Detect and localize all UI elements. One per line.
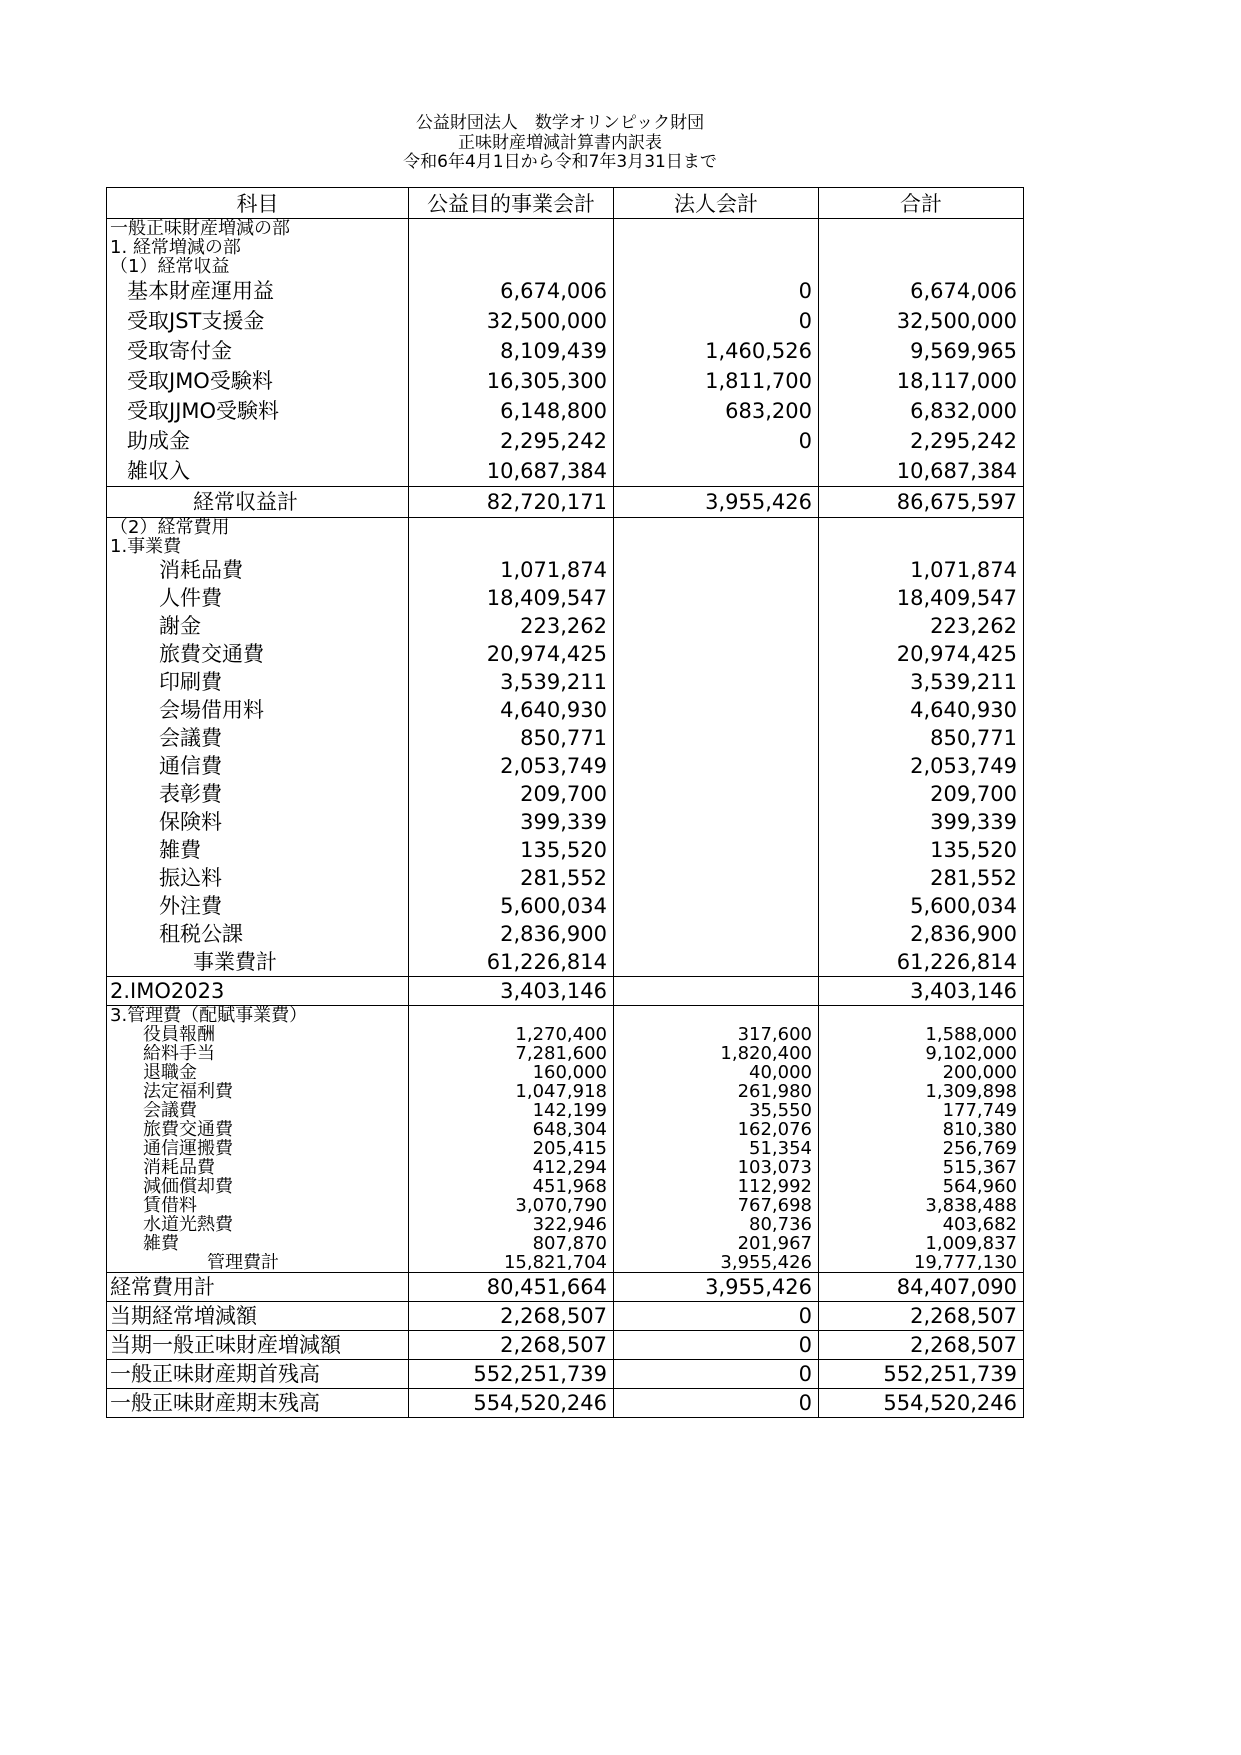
revenue-row	[107, 456, 1024, 487]
section-ordinary: 1. 経常増減の部	[107, 238, 409, 257]
section-general: 一般正味財産増減の部	[107, 219, 409, 239]
public-amount: 142,199	[409, 1101, 614, 1120]
corporate-amount: 0	[614, 1331, 819, 1360]
corporate-amount: 0	[614, 426, 819, 456]
total-amount: 256,769	[819, 1139, 1024, 1158]
public-amount: 15,821,704	[409, 1253, 614, 1273]
corporate-amount: 0	[614, 276, 819, 306]
total-amount: 84,407,090	[819, 1273, 1024, 1302]
public-amount: 223,262	[409, 612, 614, 640]
public-amount: 6,674,006	[409, 276, 614, 306]
row-label: 管理費計	[107, 1253, 409, 1273]
corporate-amount	[614, 892, 819, 920]
row-label: 通信運搬費	[107, 1139, 409, 1158]
public-amount: 2,053,749	[409, 752, 614, 780]
business-row	[107, 892, 1024, 920]
total-amount: 19,777,130	[819, 1253, 1024, 1273]
row-label: 消耗品費	[107, 556, 409, 584]
row-label: 雑収入	[107, 456, 409, 487]
public-amount: 3,403,146	[409, 977, 614, 1006]
total-amount: 3,539,211	[819, 668, 1024, 696]
public-amount: 8,109,439	[409, 336, 614, 366]
business-row	[107, 864, 1024, 892]
corporate-amount	[614, 864, 819, 892]
public-amount: 82,720,171	[409, 487, 614, 518]
admin-total-row	[107, 1253, 1024, 1273]
public-amount: 6,148,800	[409, 396, 614, 426]
total-amount: 223,262	[819, 612, 1024, 640]
summary-row	[107, 1331, 1024, 1360]
col-header-public: 公益目的事業会計	[409, 188, 614, 219]
corporate-amount	[614, 696, 819, 724]
admin-row	[107, 1025, 1024, 1044]
total-amount: 3,838,488	[819, 1196, 1024, 1215]
public-amount: 2,836,900	[409, 920, 614, 948]
public-amount: 18,409,547	[409, 584, 614, 612]
row-label: 経常収益計	[107, 487, 409, 518]
section-row	[107, 238, 1024, 257]
row-label: 助成金	[107, 426, 409, 456]
row-label: 人件費	[107, 584, 409, 612]
corporate-amount	[614, 808, 819, 836]
revenue-row	[107, 366, 1024, 396]
total-amount: 10,687,384	[819, 456, 1024, 487]
row-label: 法定福利費	[107, 1082, 409, 1101]
admin-row	[107, 1120, 1024, 1139]
corporate-amount	[614, 752, 819, 780]
statement-title: 正味財産増減計算書内訳表	[458, 133, 662, 153]
section-row	[107, 518, 1024, 538]
corporate-amount	[614, 584, 819, 612]
total-amount: 209,700	[819, 780, 1024, 808]
public-amount: 3,539,211	[409, 668, 614, 696]
row-label: 受取JST支援金	[107, 306, 409, 336]
public-amount: 807,870	[409, 1234, 614, 1253]
admin-row	[107, 1063, 1024, 1082]
public-amount: 160,000	[409, 1063, 614, 1082]
row-label: 旅費交通費	[107, 640, 409, 668]
public-amount: 5,600,034	[409, 892, 614, 920]
section-row	[107, 537, 1024, 556]
row-label: 受取JJMO受験料	[107, 396, 409, 426]
public-amount: 2,268,507	[409, 1331, 614, 1360]
col-header-corporate: 法人会計	[614, 188, 819, 219]
row-label: 通信費	[107, 752, 409, 780]
revenue-row	[107, 426, 1024, 456]
row-label: 表彰費	[107, 780, 409, 808]
section-admin: 3.管理費（配賦事業費）	[107, 1006, 409, 1026]
public-amount: 3,070,790	[409, 1196, 614, 1215]
empty-cell	[819, 518, 1024, 538]
total-amount: 564,960	[819, 1177, 1024, 1196]
corporate-amount	[614, 977, 819, 1006]
public-amount: 10,687,384	[409, 456, 614, 487]
row-label: 当期経常増減額	[107, 1302, 409, 1331]
corporate-amount	[614, 640, 819, 668]
total-amount: 9,102,000	[819, 1044, 1024, 1063]
admin-row	[107, 1101, 1024, 1120]
public-amount: 648,304	[409, 1120, 614, 1139]
row-label: 事業費計	[107, 948, 409, 977]
empty-cell	[614, 518, 819, 538]
statement-table	[106, 187, 1024, 1418]
summary-row	[107, 1302, 1024, 1331]
row-label: 水道光熱費	[107, 1215, 409, 1234]
section-row	[107, 219, 1024, 239]
business-total-row	[107, 948, 1024, 977]
public-amount: 850,771	[409, 724, 614, 752]
imo-row	[107, 977, 1024, 1006]
corporate-amount: 162,076	[614, 1120, 819, 1139]
public-amount: 80,451,664	[409, 1273, 614, 1302]
row-label: 一般正味財産期末残高	[107, 1389, 409, 1418]
total-amount: 515,367	[819, 1158, 1024, 1177]
total-amount: 403,682	[819, 1215, 1024, 1234]
total-amount: 86,675,597	[819, 487, 1024, 518]
row-label: 退職金	[107, 1063, 409, 1082]
row-label: 雑費	[107, 1234, 409, 1253]
empty-cell	[614, 1006, 819, 1026]
statement-body	[107, 219, 1024, 1418]
empty-cell	[409, 1006, 614, 1026]
business-row	[107, 920, 1024, 948]
revenue-total-row	[107, 487, 1024, 518]
admin-row	[107, 1082, 1024, 1101]
total-amount: 1,071,874	[819, 556, 1024, 584]
total-amount: 2,295,242	[819, 426, 1024, 456]
section-revenue: （1）経常収益	[107, 257, 409, 276]
col-header-account: 科目	[107, 188, 409, 219]
corporate-amount	[614, 612, 819, 640]
corporate-amount: 683,200	[614, 396, 819, 426]
total-amount: 18,409,547	[819, 584, 1024, 612]
row-label: 一般正味財産期首残高	[107, 1360, 409, 1389]
business-row	[107, 696, 1024, 724]
revenue-row	[107, 306, 1024, 336]
corporate-amount	[614, 556, 819, 584]
public-amount: 20,974,425	[409, 640, 614, 668]
corporate-amount	[614, 920, 819, 948]
total-amount: 850,771	[819, 724, 1024, 752]
total-amount: 1,309,898	[819, 1082, 1024, 1101]
business-row	[107, 724, 1024, 752]
empty-cell	[819, 537, 1024, 556]
empty-cell	[614, 537, 819, 556]
total-amount: 9,569,965	[819, 336, 1024, 366]
total-amount: 5,600,034	[819, 892, 1024, 920]
row-label: 役員報酬	[107, 1025, 409, 1044]
public-amount: 2,295,242	[409, 426, 614, 456]
row-label: 受取寄付金	[107, 336, 409, 366]
row-label: 消耗品費	[107, 1158, 409, 1177]
total-amount: 6,674,006	[819, 276, 1024, 306]
public-amount: 281,552	[409, 864, 614, 892]
business-row	[107, 780, 1024, 808]
empty-cell	[409, 537, 614, 556]
public-amount: 1,270,400	[409, 1025, 614, 1044]
corporate-amount	[614, 780, 819, 808]
row-label: 当期一般正味財産増減額	[107, 1331, 409, 1360]
row-label: 会場借用料	[107, 696, 409, 724]
row-label: 経常費用計	[107, 1273, 409, 1302]
business-row	[107, 640, 1024, 668]
business-row	[107, 556, 1024, 584]
public-amount: 16,305,300	[409, 366, 614, 396]
public-amount: 135,520	[409, 836, 614, 864]
corporate-amount: 0	[614, 1389, 819, 1418]
total-amount: 200,000	[819, 1063, 1024, 1082]
total-amount: 281,552	[819, 864, 1024, 892]
corporate-amount: 1,460,526	[614, 336, 819, 366]
revenue-row	[107, 276, 1024, 306]
summary-row	[107, 1273, 1024, 1302]
admin-row	[107, 1044, 1024, 1063]
admin-row	[107, 1215, 1024, 1234]
total-amount: 810,380	[819, 1120, 1024, 1139]
total-amount: 177,749	[819, 1101, 1024, 1120]
total-amount: 2,268,507	[819, 1331, 1024, 1360]
corporate-amount: 0	[614, 306, 819, 336]
row-label: 会議費	[107, 724, 409, 752]
total-amount: 2,268,507	[819, 1302, 1024, 1331]
row-label: 租税公課	[107, 920, 409, 948]
total-amount: 554,520,246	[819, 1389, 1024, 1418]
row-label: 謝金	[107, 612, 409, 640]
corporate-amount: 317,600	[614, 1025, 819, 1044]
public-amount: 32,500,000	[409, 306, 614, 336]
public-amount: 2,268,507	[409, 1302, 614, 1331]
corporate-amount: 201,967	[614, 1234, 819, 1253]
revenue-row	[107, 396, 1024, 426]
corporate-amount: 3,955,426	[614, 1253, 819, 1273]
corporate-amount: 3,955,426	[614, 1273, 819, 1302]
admin-row	[107, 1177, 1024, 1196]
row-label: 減価償却費	[107, 1177, 409, 1196]
corporate-amount: 80,736	[614, 1215, 819, 1234]
total-amount: 20,974,425	[819, 640, 1024, 668]
total-amount: 135,520	[819, 836, 1024, 864]
business-row	[107, 752, 1024, 780]
section-business: 1.事業費	[107, 537, 409, 556]
public-amount: 4,640,930	[409, 696, 614, 724]
public-amount: 61,226,814	[409, 948, 614, 977]
business-row	[107, 584, 1024, 612]
total-amount: 2,836,900	[819, 920, 1024, 948]
row-label: 旅費交通費	[107, 1120, 409, 1139]
org-title: 公益財団法人 数学オリンピック財団	[415, 113, 705, 133]
row-label: 振込料	[107, 864, 409, 892]
total-amount: 399,339	[819, 808, 1024, 836]
corporate-amount: 767,698	[614, 1196, 819, 1215]
summary-row	[107, 1389, 1024, 1418]
corporate-amount: 112,992	[614, 1177, 819, 1196]
total-amount: 552,251,739	[819, 1360, 1024, 1389]
empty-cell	[819, 1006, 1024, 1026]
admin-row	[107, 1158, 1024, 1177]
total-amount: 18,117,000	[819, 366, 1024, 396]
row-label: 会議費	[107, 1101, 409, 1120]
total-amount: 61,226,814	[819, 948, 1024, 977]
total-amount: 6,832,000	[819, 396, 1024, 426]
section-row	[107, 1006, 1024, 1026]
admin-row	[107, 1234, 1024, 1253]
row-label: 雑費	[107, 836, 409, 864]
public-amount: 451,968	[409, 1177, 614, 1196]
total-amount: 1,588,000	[819, 1025, 1024, 1044]
public-amount: 1,047,918	[409, 1082, 614, 1101]
public-amount: 209,700	[409, 780, 614, 808]
corporate-amount: 51,354	[614, 1139, 819, 1158]
row-label: 基本財産運用益	[107, 276, 409, 306]
period-title: 令和6年4月1日から令和7年3月31日まで	[403, 152, 717, 172]
public-amount: 552,251,739	[409, 1360, 614, 1389]
section-expense: （2）経常費用	[107, 518, 409, 538]
total-amount: 3,403,146	[819, 977, 1024, 1006]
summary-row	[107, 1360, 1024, 1389]
total-amount: 2,053,749	[819, 752, 1024, 780]
row-label: 受取JMO受験料	[107, 366, 409, 396]
public-amount: 554,520,246	[409, 1389, 614, 1418]
corporate-amount: 1,811,700	[614, 366, 819, 396]
total-amount: 32,500,000	[819, 306, 1024, 336]
corporate-amount: 3,955,426	[614, 487, 819, 518]
corporate-amount: 261,980	[614, 1082, 819, 1101]
total-amount: 1,009,837	[819, 1234, 1024, 1253]
row-label: 給料手当	[107, 1044, 409, 1063]
admin-row	[107, 1139, 1024, 1158]
business-row	[107, 808, 1024, 836]
public-amount: 205,415	[409, 1139, 614, 1158]
corporate-amount: 1,820,400	[614, 1044, 819, 1063]
corporate-amount: 0	[614, 1360, 819, 1389]
col-header-total: 合計	[819, 188, 1024, 219]
corporate-amount: 35,550	[614, 1101, 819, 1120]
public-amount: 1,071,874	[409, 556, 614, 584]
public-amount: 399,339	[409, 808, 614, 836]
corporate-amount: 0	[614, 1302, 819, 1331]
business-row	[107, 836, 1024, 864]
admin-row	[107, 1196, 1024, 1215]
row-label: 外注費	[107, 892, 409, 920]
row-label: 印刷費	[107, 668, 409, 696]
row-label: 賃借料	[107, 1196, 409, 1215]
corporate-amount: 40,000	[614, 1063, 819, 1082]
total-amount: 4,640,930	[819, 696, 1024, 724]
business-row	[107, 668, 1024, 696]
row-label: 保険料	[107, 808, 409, 836]
header-row	[107, 188, 1024, 219]
row-label: 2.IMO2023	[107, 977, 409, 1006]
corporate-amount	[614, 836, 819, 864]
revenue-row	[107, 336, 1024, 366]
empty-cell	[409, 518, 614, 538]
section-row	[107, 257, 1024, 276]
corporate-amount	[614, 668, 819, 696]
public-amount: 7,281,600	[409, 1044, 614, 1063]
corporate-amount	[614, 948, 819, 977]
corporate-amount	[614, 724, 819, 752]
public-amount: 412,294	[409, 1158, 614, 1177]
public-amount: 322,946	[409, 1215, 614, 1234]
corporate-amount: 103,073	[614, 1158, 819, 1177]
corporate-amount	[614, 456, 819, 487]
business-row	[107, 612, 1024, 640]
